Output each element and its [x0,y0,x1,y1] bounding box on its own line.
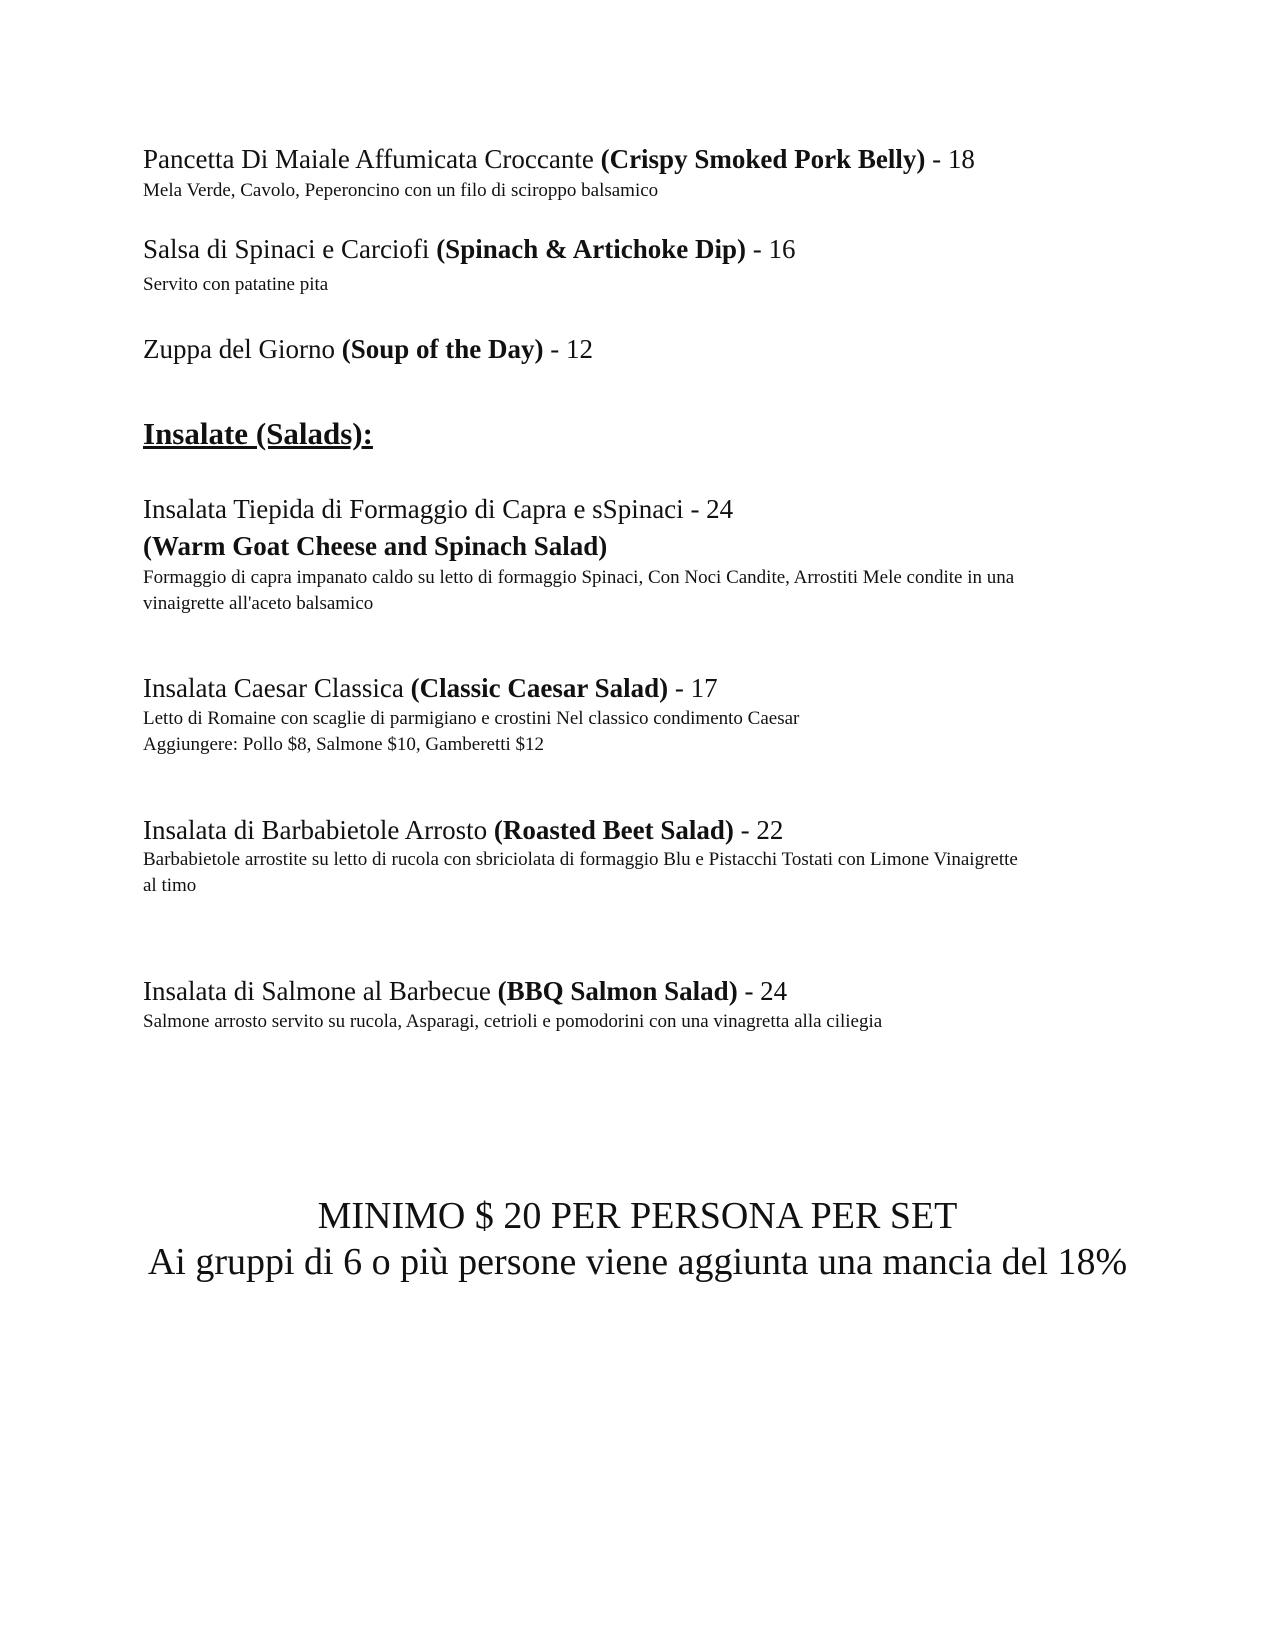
minimum-notice: MINIMO $ 20 PER PERSONA PER SET [317,1195,958,1237]
menu-item-title [143,672,718,704]
menu-item-description: vinaigrette all'aceto balsamico [143,593,374,614]
price: - 17 [668,673,718,703]
menu-item-title [143,143,975,175]
price: - 16 [745,234,796,264]
menu-item-title [143,493,733,525]
price: - 12 [543,334,593,364]
italian-name: Insalata Caesar Classica [143,673,411,703]
italian-name: Salsa di Spinaci e Carciofi [143,234,437,264]
price: - 24 [737,976,788,1006]
menu-item-description: Mela Verde, Cavolo, Peperoncino con un filo di sciroppo balsamico [143,180,659,201]
section-heading-salads: Insalate (Salads): [143,416,373,451]
menu-item-title [143,814,783,846]
english-name: (BBQ Salmon Salad) [497,976,738,1006]
english-name: (Roasted Beet Salad) [493,815,734,845]
italian-name: Zuppa del Giorno [143,334,342,364]
italian-name: Insalata di Salmone al Barbecue [143,976,498,1006]
gratuity-notice: Ai gruppi di 6 o più persone viene aggiunta una mancia del 18% [147,1241,1128,1283]
menu-item-description: Letto di Romaine con scaglie di parmigiano e crostini Nel classico condimento Caesar [143,708,800,729]
italian-name: Insalata di Barbabietole Arrosto [143,815,494,845]
menu-item-title [143,233,795,265]
english-name: (Soup of the Day) [341,334,544,364]
price: - 24 [683,494,734,524]
menu-item-description: Servito con patatine pita [143,274,329,295]
english-name: (Classic Caesar Salad) [410,673,669,703]
menu-item-description: Barbabietole arrostite su letto di rucola con sbriciolata di formaggio Blu e Pistacchi Tostati con Limone Vinaigrette [143,849,1018,870]
italian-name: Insalata Tiepida di Formaggio di Capra e sSpinaci [143,494,684,524]
menu-item-title [143,975,787,1007]
english-name: (Warm Goat Cheese and Spinach Salad) [143,531,608,561]
menu-item-title [143,333,593,365]
menu-item-description: Salmone arrosto servito su rucola, Asparagi, cetrioli e pomodorini con una vinagretta alla ciliegia [143,1011,883,1032]
english-name: (Crispy Smoked Pork Belly) [600,144,926,174]
italian-name: Pancetta Di Maiale Affumicata Croccante [143,144,601,174]
english-name: (Spinach & Artichoke Dip) [436,234,746,264]
menu-item-description: al timo [143,875,197,896]
price: - 18 [925,144,975,174]
menu-item-description: Formaggio di capra impanato caldo su letto di formaggio Spinaci, Con Noci Candite, Arrostiti Mele condite in una [143,567,1015,588]
menu-item-addons: Aggiungere: Pollo $8, Salmone $10, Gamberetti $12 [143,734,545,755]
price: - 22 [733,815,784,845]
